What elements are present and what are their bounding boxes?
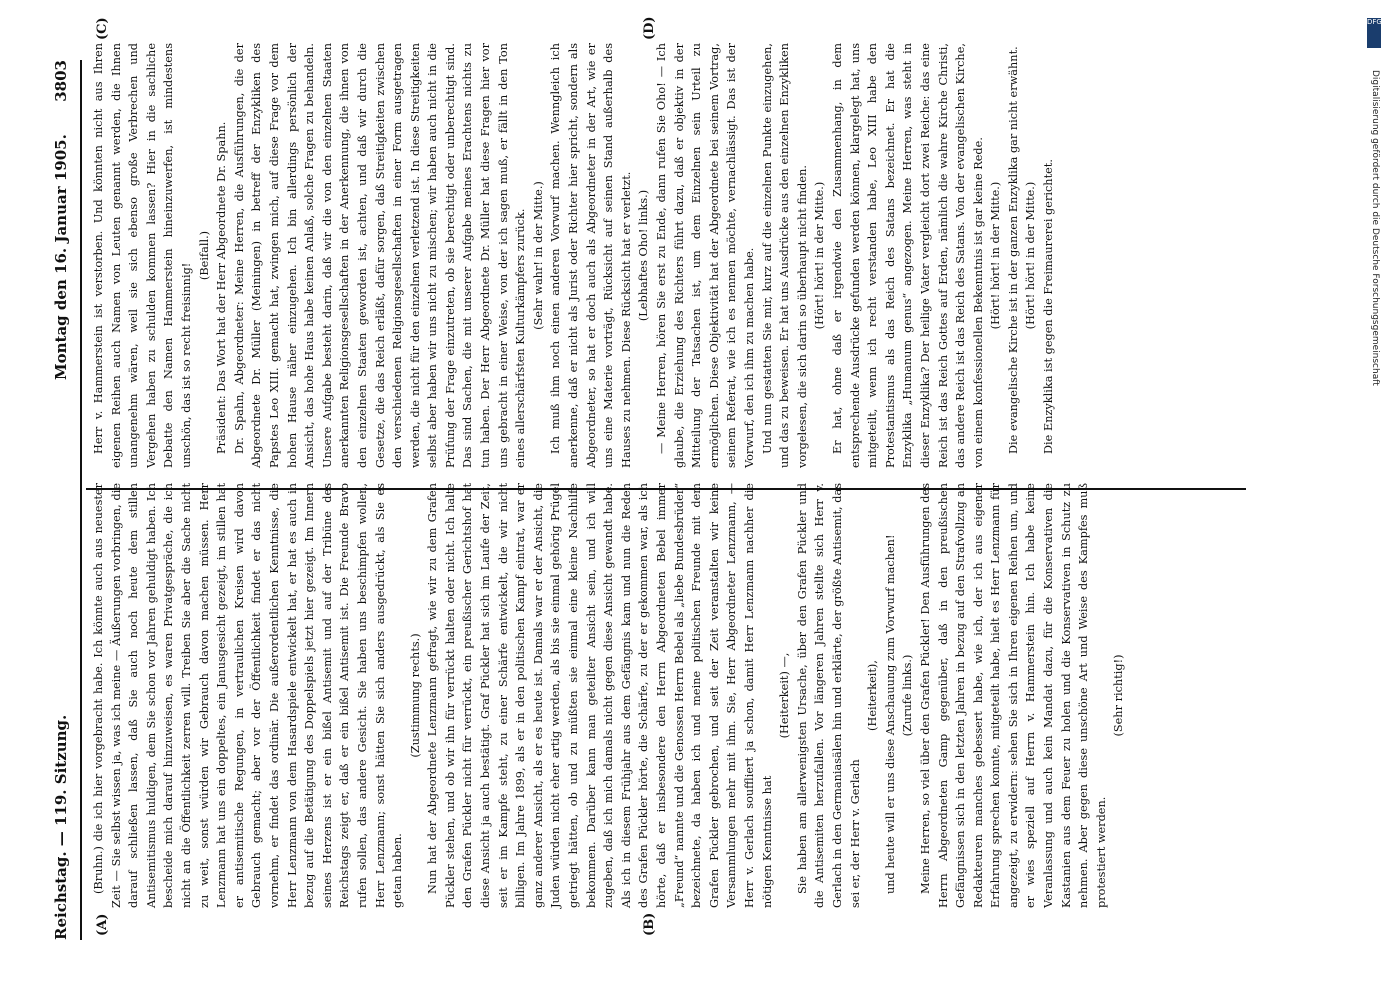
interjection: (Beifall.) xyxy=(197,230,211,281)
interjection: (Hört! hört! in der Mitte.) xyxy=(813,181,827,330)
interjection: (Zurufe links.) xyxy=(901,654,915,737)
interjection: (Sehr wahr! in der Mitte.) xyxy=(531,181,545,330)
dfg-credit xyxy=(1366,10,1382,990)
interjection: (Heiterkeit), xyxy=(866,660,880,731)
interjection: (Sehr richtig!) xyxy=(1112,654,1126,737)
margin-letter-a: (A) xyxy=(95,913,110,936)
paragraph: Nun hat der Abgeordnete Lenzmann gefragt, wie wir zu dem Grafen Pückler stehen, und ob wir ihn für verrückt halten oder nicht. Ich halte den Grafen Pückler nicht für verrückt, ein preußischer Gerichtshof hat diese Ansicht ja auch bestätigt. Graf Pückler hat sich im Laufe der Zeit, seit er im Kampfe steht, zu einer Schärfe entwickelt, die wir nicht billigen. Im Jahre 1899, als er in den politischen Kampf eintrat, war er ganz anderer Ansicht, als er es heute ist. Damals war er der Ansicht, die Juden würden nicht eher artig werden, als bis sie einmal gehörig Prügel getriegt hätten, ob und zu müßten sie einmal eine kleine Nachhilfe bekommen. Darüber kann man geteilter Ansicht sein, und ich will zugeben, daß ich mich damals nicht gegen diese Ansicht gewandt habe. Als ich in diesem Frühjahr aus dem Gefängnis kam und nun die Reden des Grafen Pückler hörte, die Schärfe, zu der er gekommen war, als ich hörte, daß er insbesondere den Herrn Abgeordneten Bebel immer „Freund“ nannte und die Genossen Herrn Bebel als „liebe Bundesbrüder“ bezeichnete, da haben ich und meine politischen Freunde mit dem Grafen Pückler gebrochen, und seit der Zeit veranstalten wir keine Versammlungen mehr mit ihm. Sie, Herr Abgeordneter Lenzmann, — Herr v. Gerlach souffliert ja schon, damit Herr Lenzmann nachher die nötigen Kenntnisse hat xyxy=(426,483,774,908)
president-statement: Präsident: Das Wort hat der Herr Abgeordnete Dr. Spahn. xyxy=(215,121,229,454)
dfg-logo-text: DFG xyxy=(1367,18,1382,26)
paragraph: Sie haben am allerwenigsten Ursache, über den Grafen Pückler und die Antisemiten herzufallen. Vor längeren Jahren stellte sich Herr v. Gerlach in den Germaniasälen hin und erklärte, der größte Antisemit, das sei er, der Herr v. Gerlach xyxy=(795,483,862,908)
header-date: Montag den 16. Januar 1905. xyxy=(52,134,70,380)
paragraph: Und nun gestatten Sie mir, kurz auf die einzelnen Punkte einzugehen, und das zu beweisen. Er hat uns Ausdrücke aus den einzelnen Enzykliken vorgelesen, die sich darin so überhaupt nicht finden. xyxy=(760,43,809,468)
margin-letter-b: (B) xyxy=(642,912,657,936)
paragraph: Ich muß ihm noch einen anderen Vorwurf machen. Wenngleich ich anerkenne, daß er nicht als Jurist oder Richter hier spricht, sondern als Abgeordneter, so hat er doch auch als Abgeordneter in der Art, wie er uns eine Materie vorträgt, Rücksicht auf seinen Stand außerhalb des Hauses zu nehmen. Diese Rücksicht hat er verletzt. xyxy=(549,43,633,468)
interjection: (Lebhaftes Oho! links.) xyxy=(637,189,651,322)
paragraph: Er hat, ohne daß er irgendwie den Zusammenhang, in dem entsprechende Ausdrücke gefunden werden können, klargelegt hat, uns mitgeteilt, wenn ich recht verstanden habe, Leo XIII habe den Protestantismus als das Reich des Satans bezeichnet. Er hat die Enzyklika „Humanum genus“ angezogen. Meine Herren, was steht in dieser Enzyklika? Der heilige Vater vergleicht dort zwei Reiche: das eine Reich ist das Reich Gottes auf Erden, nämlich die wahre Kirche Christi, das andere Reich ist das Reich des Satans. Von der evangelischen Kirche, von einem konfessionellen Bekenntnis ist gar keine Rede. xyxy=(830,43,985,468)
interjection: (Hört! hört! in der Mitte.) xyxy=(1024,181,1038,330)
paragraph: Die evangelische Kirche ist in der ganzen Enzyklika gar nicht erwähnt. xyxy=(1006,46,1020,454)
paragraph: (Bruhn.) die ich hier vorgebracht habe. Ich könnte auch aus neuester Zeit — Sie selbst wissen ja, was ich meine — Äußerungen vorbringen, die darauf schließen lassen, daß Sie auch noch heute dem stillen Antisemitismus huldigen, dem Sie schon vor Jahren gehuldigt haben. Ich bescheide mich darauf hinzuweisen, es waren Privatgespräche, die ich nicht an die Öffentlichkeit zerren will. Treiben Sie aber die Sache nicht zu weit, sonst würden wir Gebrauch davon machen müssen. Herr Lenzmann hat uns ein doppeltes, ein Janusgesicht gezeigt, im stillen hat er antisemitische Regungen, in vertraulichen Kreisen wird davon Gebrauch gemacht; aber vor der Öffentlichkeit findet er das nicht vornehm, er findet das ordinär. Die außerordentlichen Kenntnisse, die Herr Lenzmann von dem Hasardspiele entwickelt hat, er hat es auch in bezug auf die Betätigung des Doppelspiels jetzt hier gezeigt. Im Innern seines Herzens ist er ein bißel Antisemit und auf der Tribüne des Reichstags zeigt er, daß er ein bißel Antisemit ist. Die Freunde Bravo rufen sollen, das andere Gesicht. Sie haben uns beschimpfen wollen, Herr Lenzmann; sonst hätten Sie sich anders ausgedrückt, als Sie es getan haben. xyxy=(92,483,405,908)
paragraph: Dr. Spahn, Abgeordneter: Meine Herren, die Ausführungen, die der Abgeordnete Dr. Müller (Meiningen) in betreff der Enzykliken des Papstes Leo XIII. gemacht hat, zwingen mich, auf diese Frage vor dem hohen Hause näher einzugehen. Ich bin allerdings persönlich der Ansicht, das hohe Haus habe keinen Anlaß, solche Fragen zu behandeln. Unsere Aufgabe besteht darin, daß wir die von den einzelnen Staaten anerkannten Religionsgesellschaften in der Anerkennung, die ihnen von den einzelnen Staaten geworden ist, achten, und daß wir durch die Gesetze, die das Reich erläßt, dafür sorgen, daß Streitigkeiten zwischen den verschiedenen Religionsgesellschaften in einer Form ausgetragen werden, die nicht für den einzelnen verletzend ist. In diese Streitigkeiten selbst aber haben wir uns nicht zu mischen; wir haben auch nicht in die Prüfung der Frage einzutreten, ob sie berechtigt oder unberechtigt sind. Das sind Sachen, die mit unserer Aufgabe meines Erachtens nichts zu tun haben. Der Herr Abgeordnete Dr. Müller hat diese Fragen hier vor uns gebracht in einer Weise, von der ich sagen muß, er fällt in den Ton eines allerschärfsten Kulturkämpfers zurück. xyxy=(232,43,528,468)
page-header xyxy=(52,60,82,940)
right-column xyxy=(90,43,1058,468)
margin-letter-d: (D) xyxy=(642,16,657,40)
dfg-logo xyxy=(1367,18,1381,48)
paragraph: — Meine Herren, hören Sie erst zu Ende, dann rufen Sie Oho! — Ich glaube, die Erziehung des Richters führt dazu, daß er objektiv in der Mitteilung der Tatsachen ist, um dem Einzelnen sein Urteil zu ermöglichen. Diese Objektivität hat der Abgeordnete bei seinem Vortrag, seinem Referat, wie ich es nennen möchte, vernachlässigt. Das ist der Vorwurf, den ich ihm zu machen habe. xyxy=(655,43,756,468)
credit-text: Digitalisierung gefördert durch die Deutsche Forschungsgemeinschaft xyxy=(1370,70,1380,386)
header-session: Reichstag. — 119. Sitzung. xyxy=(52,714,70,940)
paragraph: Meine Herren, so viel über den Grafen Pückler! Den Ausführungen des Herrn Abgeordneten Gamp gegenüber, daß in den preußischen Gefängnissen sich in den letzten Jahren in bezug auf den Strafvollzug an Redakteuren manches gebessert habe, wie ich, der ich aus eigener Erfahrung sprechen konnte, mitgeteilt habe, hielt es Herr Lenzmann für angezeigt, zu erwidern: sehen Sie sich in Ihren eigenen Reihen um, und er wies speziell auf Herrn v. Hammerstein hin. Ich habe keine Veranlassung und auch kein Mandat dazu, für die Konservativen die Kastanien aus dem Feuer zu holen und die Konservativen in Schutz zu nehmen. Aber gegen diese unschöne Art und Weise des Kampfes muß protestiert werden. xyxy=(918,483,1108,908)
paragraph: Herr v. Hammerstein ist verstorben. Und könnten nicht aus Ihren eigenen Reihen auch Namen von Leuten genannt werden, die Ihnen unangenehm wären, weil sie sich ebenso große Verbrechen und Vergehen haben zu schulden kommen lassen? Hier in die sachliche Debatte den Namen Hammerstein hineinzuwerfen, ist mindestens unschön, das ist so recht freisinnig! xyxy=(92,43,193,468)
paragraph: und heute will er uns diese Anschauung zum Vorwurf machen! xyxy=(883,534,897,894)
left-column xyxy=(90,483,1128,908)
margin-letter-c: (C) xyxy=(95,17,110,40)
interjection: (Zustimmung rechts.) xyxy=(408,633,422,758)
paragraph: Die Enzyklika ist gegen die Freimaurerei gerichtet. xyxy=(1042,159,1056,454)
interjection: (Hört! hört! in der Mitte.) xyxy=(989,181,1003,330)
page-number: 3803 xyxy=(52,60,70,102)
interjection: (Heiterkeit) —, xyxy=(778,652,792,739)
header-rule xyxy=(80,60,82,940)
